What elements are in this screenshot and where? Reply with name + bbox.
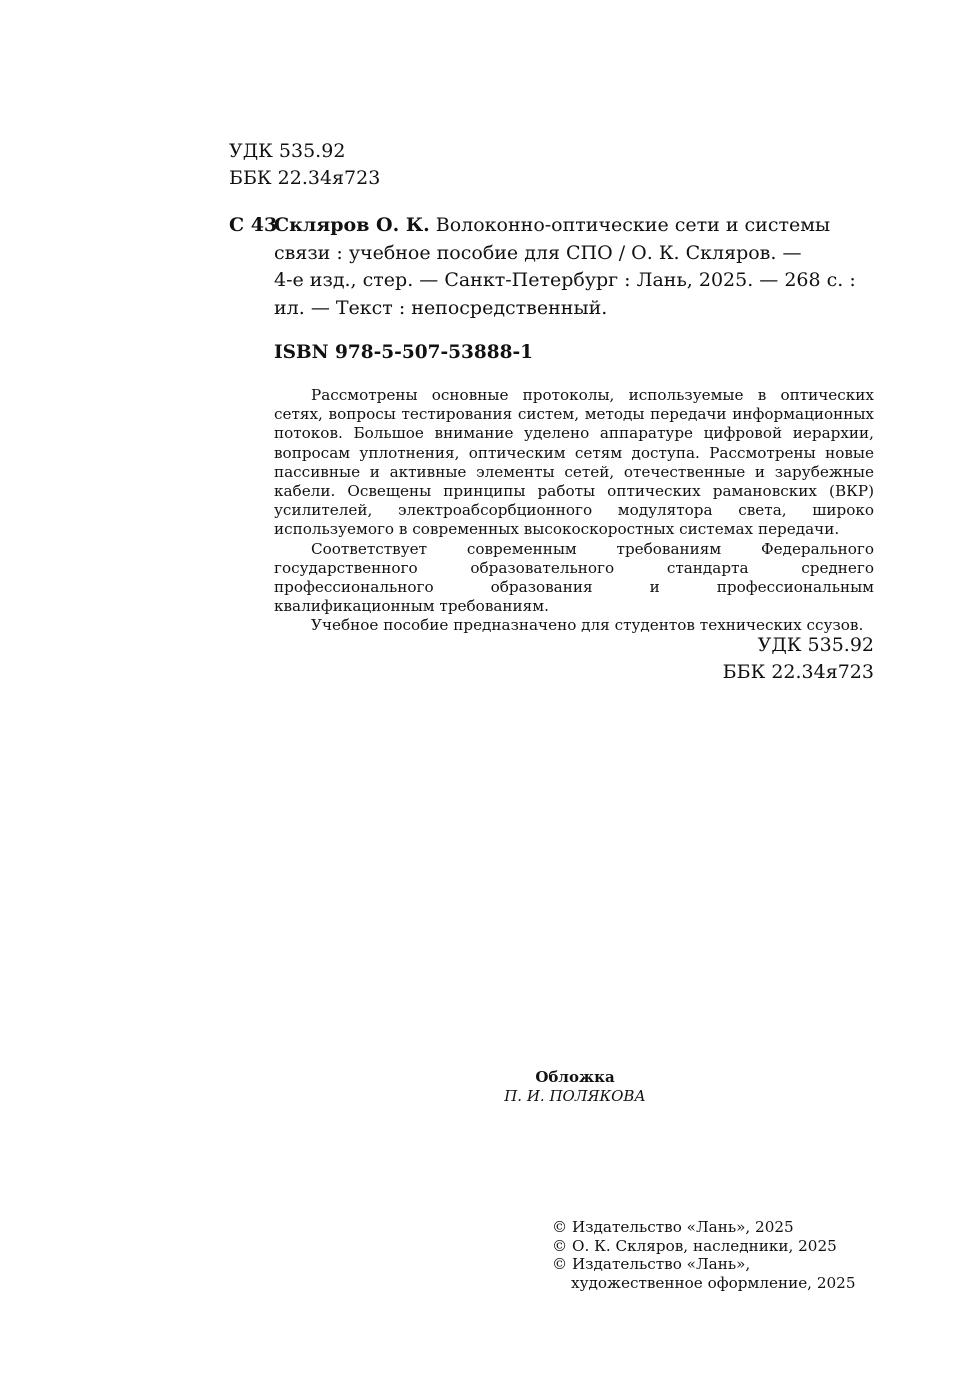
- biblio-line-3: 4-е изд., стер. — Санкт-Петербург : Лань, 2025. — 268 с. :: [274, 269, 856, 291]
- cover-label: Обложка: [535, 1068, 615, 1086]
- book-title: Волоконно-оптические сети и системы: [429, 214, 831, 236]
- classification-bottom: [723, 632, 874, 686]
- annotation: [274, 386, 874, 636]
- annotation-paragraph: Рассмотрены основные протоколы, используемые в оптических сетях, вопросы тестирования систем, методы передачи информационных потоков. Большое внимание уделено аппаратуре цифровой иерархии, вопросам уплотнения, оптическим сетям доступа. Рассмотрены новые пассивные и активные элементы сетей, отечественные и зарубежные кабели. Освещены принципы работы оптических рамановских (ВКР) усилителей, электроабсорбционного модулятора света, широко используемого в современных высокоскоростных системах передачи.: [274, 386, 874, 539]
- author-name: Скляров О. К.: [274, 214, 430, 236]
- copyright-line: © О. К. Скляров, наследники, 2025: [552, 1236, 837, 1255]
- copyright-block: [552, 1218, 856, 1292]
- author-mark: С 43: [229, 214, 278, 236]
- copyright-line: © Издательство «Лань», 2025: [552, 1218, 794, 1236]
- cover-designer: П. И. ПОЛЯКОВА: [504, 1087, 646, 1105]
- bibliographic-record: [274, 212, 874, 322]
- copyright-continuation: художественное оформление, 2025: [571, 1273, 856, 1292]
- classification-top: [229, 138, 380, 192]
- cover-credit: [460, 1068, 690, 1106]
- isbn: ISBN 978-5-507-53888-1: [274, 342, 534, 363]
- annotation-paragraph: Соответствует современным требованиям Федерального государственного образовательного стандарта среднего профессионального образования и профессиональным квалификационным требованиям.: [274, 539, 874, 616]
- bbk-code: ББК 22.34я723: [722, 661, 874, 683]
- annotation-paragraph: Учебное пособие предназначено для студентов технических ссузов.: [311, 616, 864, 635]
- copyright-line: © Издательство «Лань»,: [552, 1255, 751, 1273]
- biblio-line-1: [274, 212, 874, 240]
- udk-code: УДК 535.92: [229, 140, 346, 162]
- bbk-code: ББК 22.34я723: [229, 167, 381, 189]
- udk-code: УДК 535.92: [757, 634, 874, 656]
- biblio-line-2: связи : учебное пособие для СПО / О. К. Скляров. —: [274, 241, 802, 264]
- biblio-line-4: ил. — Текст : непосредственный.: [274, 296, 608, 319]
